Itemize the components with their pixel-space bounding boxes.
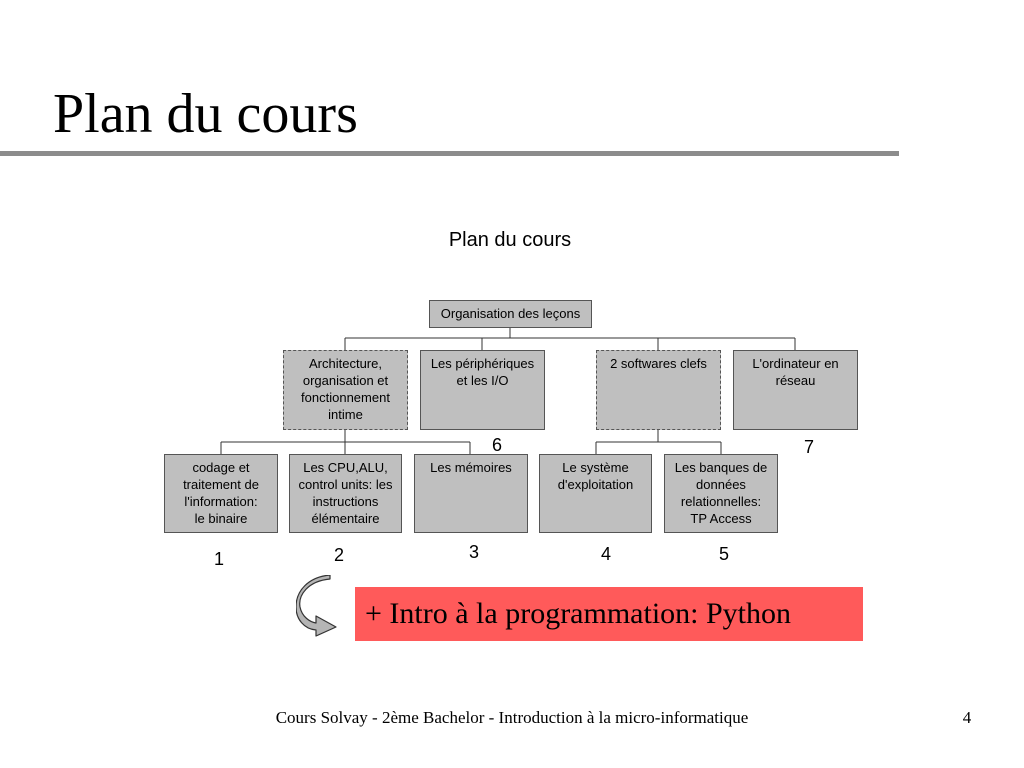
python-callout: + Intro à la programmation: Python	[355, 587, 863, 641]
curved-arrow-icon	[296, 575, 340, 637]
footer-text: Cours Solvay - 2ème Bachelor - Introduction à la micro-informatique	[275, 708, 749, 727]
org-box-systeme: Le système d'exploitation	[539, 454, 652, 533]
lesson-number-4: 4	[600, 544, 611, 564]
org-box-architecture: Architecture, organisation et fonctionnement intime	[283, 350, 408, 430]
lesson-number-5: 5	[718, 544, 729, 564]
org-box-cpu: Les CPU,ALU, control units: les instructions élémentaire	[289, 454, 402, 533]
org-box-banques: Les banques de données relationnelles: TP Access	[664, 454, 778, 533]
org-chart-title: Plan du cours	[448, 229, 572, 251]
org-box-reseau: L'ordinateur en réseau	[733, 350, 858, 430]
lesson-number-7: 7	[803, 437, 814, 457]
lesson-number-3: 3	[468, 542, 479, 562]
org-box-memoires: Les mémoires	[414, 454, 528, 533]
org-box-softwares: 2 softwares clefs	[596, 350, 721, 430]
lesson-number-6: 6	[491, 435, 502, 455]
org-box-root: Organisation des leçons	[429, 300, 592, 328]
lesson-number-2: 2	[333, 545, 344, 565]
slide-title: Plan du cours	[53, 83, 358, 145]
lesson-number-1: 1	[213, 549, 224, 569]
org-box-codage: codage et traitement de l'information: le binaire	[164, 454, 278, 533]
page-number: 4	[962, 708, 972, 727]
org-box-peripheriques: Les périphériques et les I/O	[420, 350, 545, 430]
